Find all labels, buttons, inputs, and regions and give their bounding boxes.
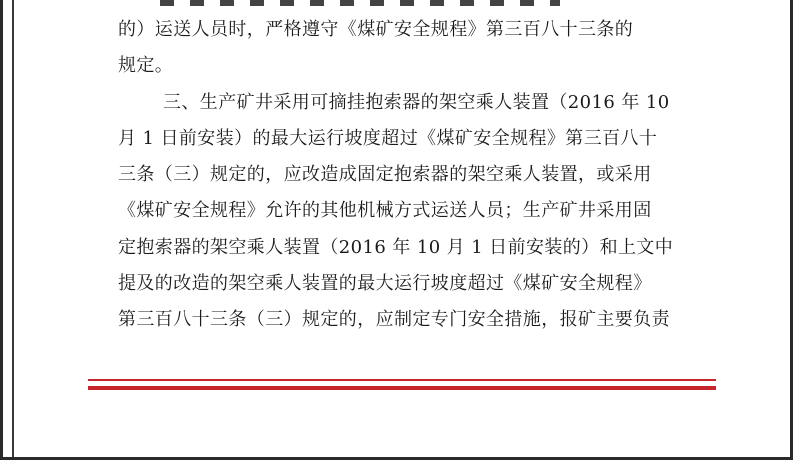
text-line-5: 三条（三）规定的，应改造成固定抱索器的架空乘人装置，或采用 (118, 164, 652, 186)
document-body (118, 12, 698, 339)
text-line-1: 的）运送人员时，严格遵守《煤矿安全规程》第三百八十三条的 (118, 19, 634, 40)
text-line-8: 提及的改造的架空乘人装置的最大运行坡度超过《煤矿安全规程》 (118, 273, 652, 295)
text-line-4: 月 1 日前安装）的最大运行坡度超过《煤矿安全规程》第三百八十 (118, 127, 658, 149)
page-frame-left (0, 0, 3, 460)
text-line-3: 三、生产矿井采用可摘挂抱索器的架空乘人装置（2016 年 10 (163, 91, 670, 113)
page-frame-left-inner (12, 0, 14, 460)
text-line-2: 规定。 (118, 55, 174, 77)
red-rule-thick (88, 386, 716, 390)
text-line-6: 《煤矿安全规程》允许的其他机械方式运送人员；生产矿井采用固 (118, 200, 652, 222)
red-rule-thin (88, 379, 716, 381)
clipped-previous-line (160, 0, 560, 6)
text-line-9: 第三百八十三条（三）规定的，应制定专门安全措施，报矿主要负责 (118, 309, 670, 331)
text-line-7: 定抱索器的架空乘人装置（2016 年 10 月 1 日前安装的）和上文中 (118, 236, 674, 258)
